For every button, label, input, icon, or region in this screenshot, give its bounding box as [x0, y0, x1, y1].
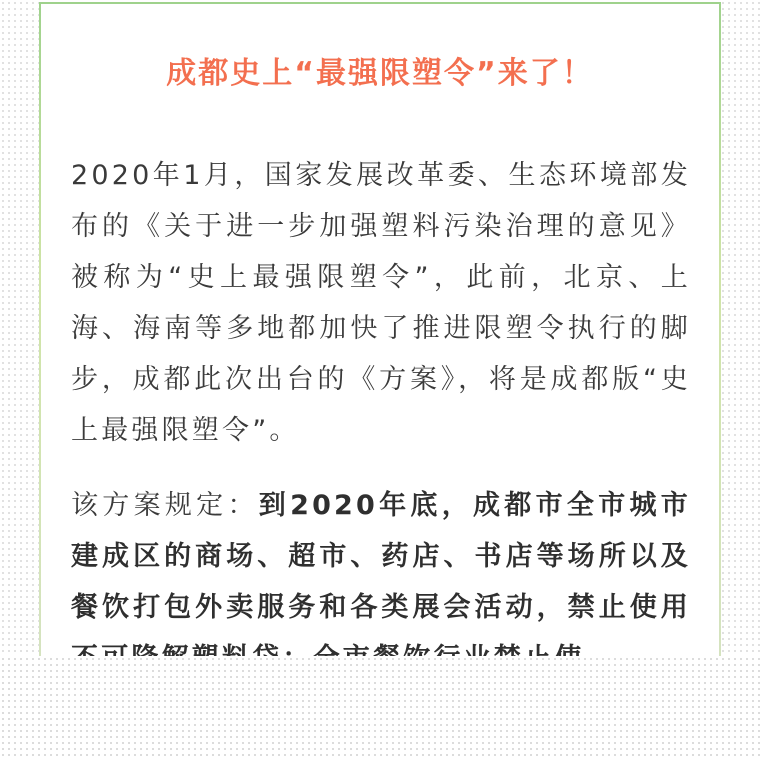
- paragraph-regulation-lead: 该方案规定：: [71, 490, 259, 521]
- paragraph-regulation: [71, 480, 691, 684]
- paragraph-intro: 2020年1月，国家发展改革委、生态环境部发布的《关于进一步加强塑料污染治理的意见》被称为“史上最强限塑令”，此前，北京、上海、海南等多地都加快了推进限塑令执行的脚步，成都此次出台的《方案》，将是成都版“史上最强限塑令”。: [71, 160, 691, 446]
- article-title: 成都史上“最强限塑令”来了！: [166, 56, 594, 91]
- paragraph-regulation-bold: 到2020年底，成都市全市城市建成区的商场、超市、药店、书店等场所以及餐饮打包外卖服务和各类展会活动，禁止使用: [71, 490, 691, 623]
- article-card: [39, 2, 721, 758]
- bottom-texture-overlay: [0, 656, 760, 758]
